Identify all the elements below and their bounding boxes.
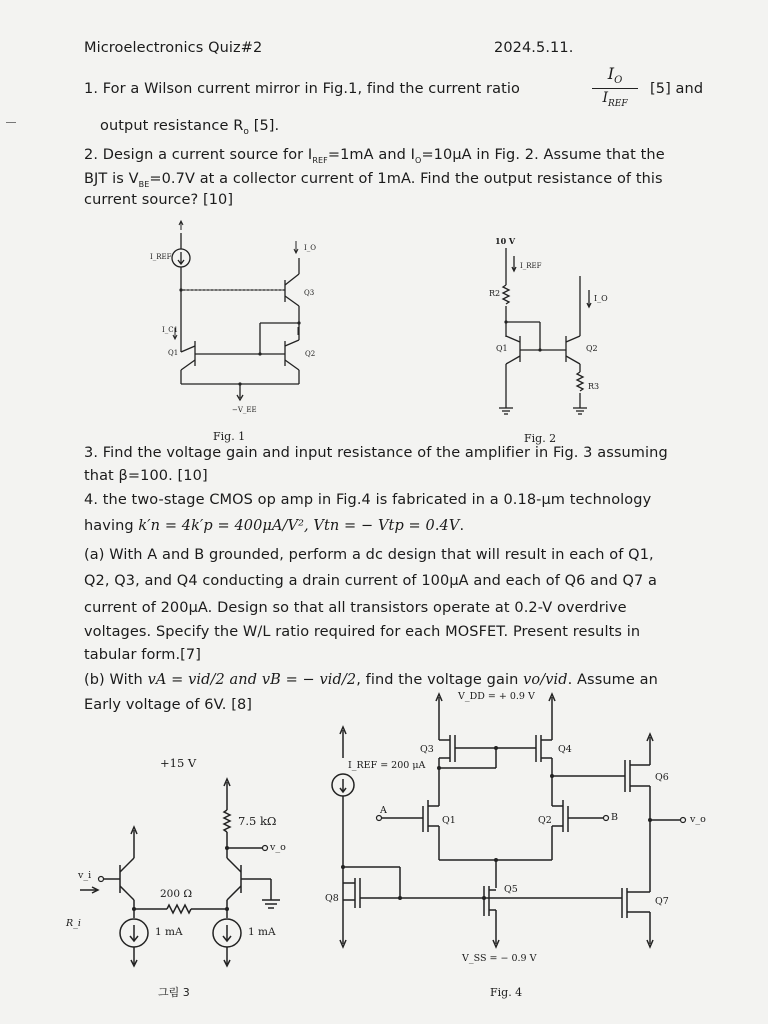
fig1-q3-label: Q3 [304, 289, 315, 297]
fig4-vdd-label: V_DD = + 0.9 V [458, 691, 535, 702]
q1-line2: output resistance $R_o$ [5]. [100, 118, 280, 137]
fig4-q8-label: Q8 [325, 893, 339, 904]
q1-points: [5] and [650, 81, 704, 97]
fig4-a-label: A [380, 805, 387, 816]
fig1-q2-label: Q2 [305, 350, 316, 358]
q4a-line3: current of 200μA. Design so that all transistors operate at 0.2-V overdrive [84, 600, 627, 616]
q4b-line1: (b) With vA = vid/2 and vB = − vid/2, find the voltage gain vo/vid. Assume an [84, 672, 658, 688]
q1-line1: 1. For a Wilson current mirror in Fig.1, find the current ratio [84, 81, 520, 97]
q2-line2: BJT is $V_{BE}=0.7V$ at a collector current of 1mA. Find the output resistance of this [84, 171, 663, 189]
fig2-io-label: I_O [594, 294, 608, 303]
fig1-q1-label: Q1 [168, 349, 179, 357]
fig3-caption: 그림 3 [158, 986, 190, 999]
fig4-q6-label: Q6 [655, 772, 669, 783]
fig1-io-label: I_O [304, 244, 317, 252]
fig4-b-label: B [611, 812, 618, 823]
q4a-line4: voltages. Specify the W/L ratio required for each MOSFET. Present results in [84, 624, 641, 640]
fig4-caption: Fig. 4 [490, 986, 523, 999]
q3-line1: 3. Find the voltage gain and input resistance of the amplifier in Fig. 3 assuming [84, 445, 668, 461]
q4-line2: having k′n = 4k′p = 400μA/V², Vtn = − Vtp = 0.4V. [84, 518, 465, 534]
fig4-q2-label: Q2 [538, 815, 552, 826]
fig3-re-label: 200 Ω [160, 888, 193, 900]
fig2-caption: Fig. 2 [524, 432, 557, 445]
fig1-caption: Fig. 1 [213, 430, 246, 443]
fig2-iref-label: I_REF [520, 262, 542, 270]
fig2-r3-label: R3 [588, 382, 600, 391]
fig3-rc-label: 7.5 kΩ [238, 814, 277, 828]
fig3-i1-label: 1 mA [155, 926, 183, 938]
q4b-line2: Early voltage of 6V. [8] [84, 697, 253, 713]
fig3-ri-label: R_i [66, 918, 81, 929]
fig3-vo-label: v_o [270, 842, 286, 853]
fig1-vee-label: −V_EE [232, 406, 257, 414]
fig4-vss-label: V_SS = − 0.9 V [462, 953, 537, 964]
fig4-q7-label: Q7 [655, 896, 669, 907]
margin-mark [6, 122, 16, 123]
q4a-line5: tabular form.[7] [84, 647, 202, 663]
fig3-vcc-label: +15 V [160, 756, 197, 770]
fig2-vcc-label: 10 V [495, 236, 516, 246]
fig1-iref-label: I_REF [150, 253, 172, 261]
fig3-i2-label: 1 mA [248, 926, 276, 938]
quiz-title: Microelectronics Quiz#2 [84, 40, 263, 56]
q2-line3: current source? [10] [84, 192, 234, 208]
fig4-q4-label: Q4 [558, 744, 572, 755]
q2-line1: 2. Design a current source for $I_{REF}=1mA$ and $I_O=10\mu A$ in Fig. 2. Assume that the [84, 147, 665, 165]
quiz-date: 2024.5.11. [494, 40, 574, 56]
fig2-q2-label: Q2 [586, 344, 598, 353]
q4-line1: 4. the two-stage CMOS op amp in Fig.4 is fabricated in a 0.18-μm technology [84, 492, 652, 508]
current-ratio-fraction: $I_O$ $I_{REF}$ [592, 64, 638, 109]
fig4-q3-label: Q3 [420, 744, 434, 755]
q4a-line1: (a) With A and B grounded, perform a dc design that will result in each of Q1, [84, 547, 654, 563]
fig4-vo-label: v_o [690, 814, 706, 825]
fig1-ic1-label: I_C1 [162, 326, 179, 334]
fig2-q1-label: Q1 [496, 344, 508, 353]
fig3-vi-label: v_i [78, 870, 92, 881]
fig4-q5-label: Q5 [504, 884, 518, 895]
fig4-q1-label: Q1 [442, 815, 456, 826]
fig2-r2-label: R2 [489, 289, 501, 298]
q3-line2: that β=100. [10] [84, 468, 208, 484]
q4a-line2: Q2, Q3, and Q4 conducting a drain current of 100μA and each of Q6 and Q7 a [84, 573, 657, 589]
fig4-iref-label: I_REF = 200 μA [348, 760, 426, 771]
